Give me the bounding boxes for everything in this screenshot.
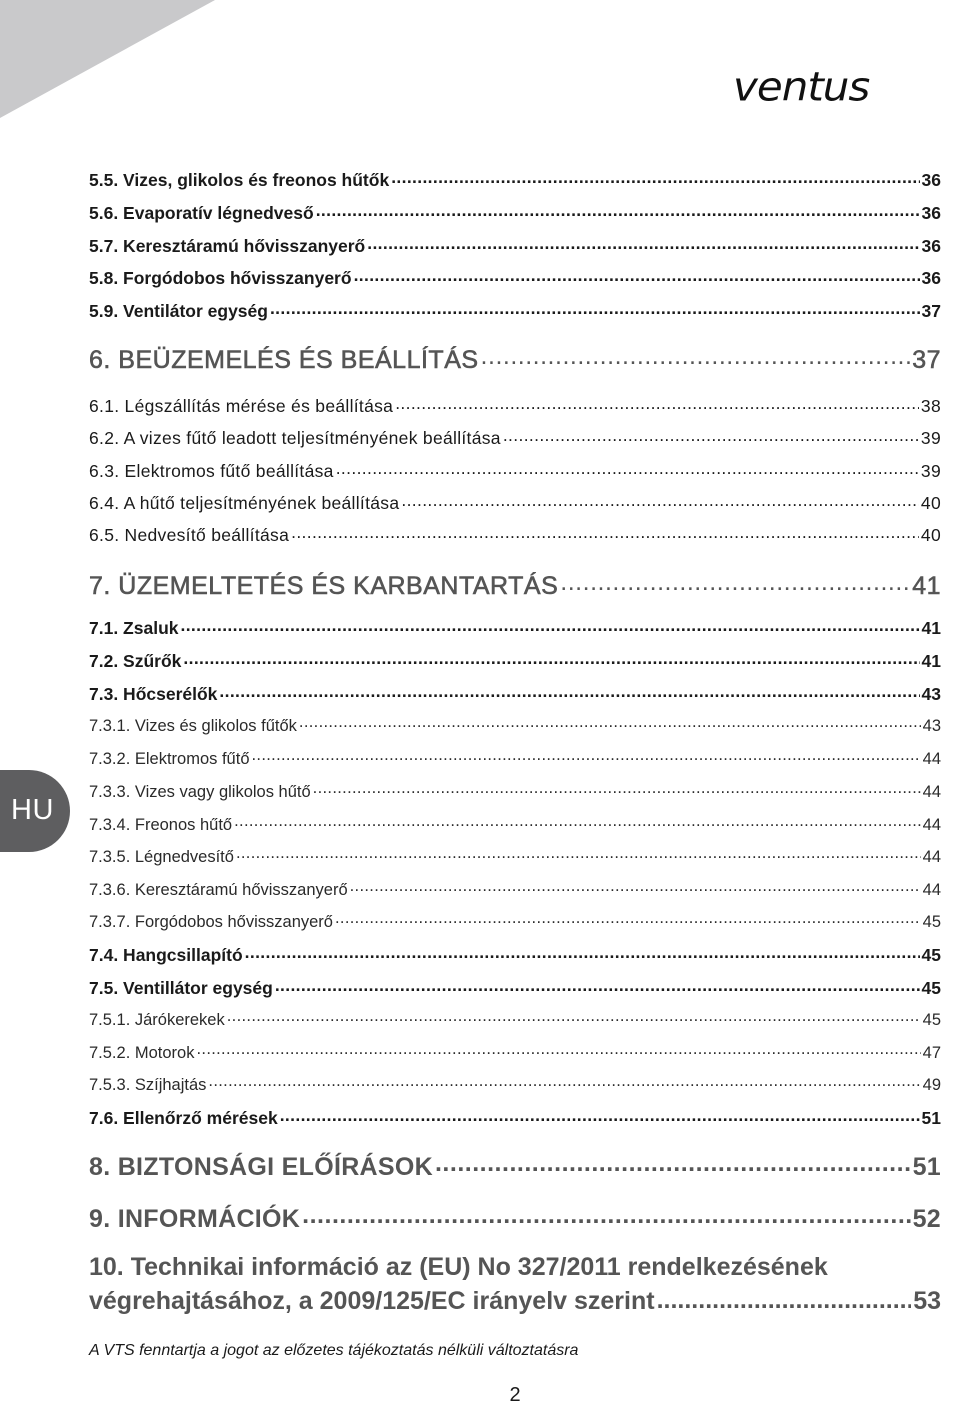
toc-entry-page: 36 <box>921 169 941 190</box>
toc-entry[interactable] <box>89 234 941 257</box>
toc-entry-page: 51 <box>921 1107 941 1128</box>
toc-entry-title: 9. INFORMÁCIÓK <box>89 1205 301 1233</box>
toc-dot-leader <box>196 1041 920 1058</box>
toc-dot-leader <box>401 491 919 509</box>
toc-entry[interactable] <box>89 616 941 639</box>
toc-dot-leader <box>350 878 921 895</box>
toc-entry-page: 45 <box>922 912 941 931</box>
toc-entry-page: 40 <box>920 492 941 513</box>
toc-entry[interactable] <box>89 910 941 932</box>
toc-dot-leader <box>275 976 920 994</box>
toc-entry-title: 7.5.1. Járókerekek <box>89 1010 225 1029</box>
toc-dot-leader <box>335 910 921 927</box>
toc-entry-title: 7.3.5. Légnedvesítő <box>89 847 234 866</box>
toc-dot-leader <box>503 426 919 444</box>
toc-entry-title: 6.2. A vizes fűtő leadott teljesítményének beállítása <box>89 427 501 448</box>
toc-entry-title: 6.1. Légszállítás mérése és beállítása <box>89 395 394 416</box>
toc-entry-page: 38 <box>920 395 941 416</box>
toc-entry[interactable] <box>89 1150 941 1182</box>
toc-entry-title: 6. BEÜZEMELÉS ÉS BEÁLLÍTÁS <box>89 346 479 374</box>
toc-entry-title: 7.1. Zsaluk <box>89 617 179 638</box>
toc-entry[interactable] <box>89 426 941 449</box>
toc-entry-page: 44 <box>922 815 941 834</box>
toc-entry-title: 8. BIZTONSÁGI ELŐÍRÁSOK <box>89 1153 433 1181</box>
toc-dot-leader <box>234 813 921 830</box>
toc-entry-page: 51 <box>912 1153 941 1181</box>
toc-entry[interactable] <box>89 201 941 224</box>
toc-entry-title: 7. ÜZEMELTETÉS ÉS KARBANTARTÁS <box>89 572 559 600</box>
toc-entry-page: 36 <box>921 267 941 288</box>
toc-entry[interactable] <box>89 649 941 672</box>
toc-entry-page: 44 <box>922 782 941 801</box>
toc-dot-leader <box>560 569 910 594</box>
toc-entry-10[interactable] <box>89 1250 941 1318</box>
toc-entry[interactable] <box>89 845 941 867</box>
toc-dot-leader <box>227 1008 921 1025</box>
toc-entry-title: 5.6. Evaporatív légnedveső <box>89 202 314 223</box>
language-tab-label: HU <box>11 794 54 826</box>
toc-entry-page: 45 <box>921 944 941 965</box>
toc-entry[interactable] <box>89 682 941 705</box>
toc-entry-page: 49 <box>922 1075 941 1094</box>
toc-dot-leader <box>302 1202 910 1227</box>
toc-entry-title: 6.4. A hűtő teljesítményének beállítása <box>89 492 400 513</box>
toc-dot-leader <box>270 299 920 317</box>
toc-dot-leader <box>435 1150 911 1175</box>
toc-entry-title: 7.6. Ellenőrző mérések <box>89 1107 278 1128</box>
toc-entry[interactable] <box>89 1073 941 1095</box>
toc-entry[interactable] <box>89 266 941 289</box>
toc-dot-leader <box>367 234 919 252</box>
toc-entry-page: 36 <box>921 235 941 256</box>
toc-entry-page: 41 <box>921 617 941 638</box>
toc-entry[interactable] <box>89 491 941 514</box>
toc-dot-leader <box>219 682 919 700</box>
toc-entry[interactable] <box>89 459 941 482</box>
toc-dot-leader <box>280 1106 920 1124</box>
toc-entry-title: 7.5. Ventillátor egység <box>89 977 273 998</box>
toc-dot-leader <box>181 616 920 634</box>
toc-dot-leader <box>354 266 920 284</box>
toc-entry-title: 6.3. Elektromos fűtő beállítása <box>89 460 334 481</box>
toc-entry-10-page: 53 <box>913 1287 941 1315</box>
toc-entry-page: 37 <box>912 346 941 374</box>
toc-entry-title: 7.3.1. Vizes és glikolos fűtők <box>89 716 297 735</box>
toc-dot-leader <box>208 1073 920 1090</box>
toc-entry[interactable] <box>89 343 941 375</box>
toc-entry[interactable] <box>89 523 941 546</box>
toc-entry-page: 36 <box>921 202 941 223</box>
toc-entry-title: 5.7. Keresztáramú hővisszanyerő <box>89 235 366 256</box>
toc-entry-10-line1: 10. Technikai információ az (EU) No 327/2011 rendelkezésének <box>89 1253 828 1281</box>
toc-entry-page: 41 <box>912 572 941 600</box>
toc-entry-title: 7.3. Hőcserélők <box>89 683 218 704</box>
toc-entry-title: 7.3.6. Keresztáramú hővisszanyerő <box>89 880 348 899</box>
toc-entry[interactable] <box>89 1041 941 1063</box>
toc-entry-title: 7.3.2. Elektromos fűtő <box>89 749 250 768</box>
toc-entry[interactable] <box>89 747 941 769</box>
toc-entry[interactable] <box>89 878 941 900</box>
toc-entry-page: 44 <box>922 880 941 899</box>
toc-entry-page: 45 <box>921 977 941 998</box>
toc-entry-title: 7.3.3. Vizes vagy glikolos hűtő <box>89 782 311 801</box>
page-number: 2 <box>509 1384 521 1406</box>
toc-entry-page: 47 <box>922 1043 941 1062</box>
toc-dot-leader <box>336 459 919 477</box>
toc-entry-title: 7.5.2. Motorok <box>89 1043 195 1062</box>
toc-entry-title: 7.3.4. Freonos hűtő <box>89 815 233 834</box>
toc-dot-leader <box>236 845 921 862</box>
toc-entry[interactable] <box>89 813 941 835</box>
toc-entry-page: 52 <box>912 1205 941 1233</box>
footer-note: A VTS fenntartja a jogot az előzetes tájékoztatás nélküli változtatásra <box>89 1342 579 1359</box>
toc-entry-10-line2: végrehajtásához, a 2009/125/EC irányelv szerint <box>89 1287 655 1315</box>
toc-entry-title: 7.5.3. Szíjhajtás <box>89 1075 207 1094</box>
toc-entry-page: 43 <box>921 683 941 704</box>
toc-dot-leader <box>183 649 919 667</box>
toc-entry[interactable] <box>89 780 941 802</box>
toc-entry-page: 45 <box>922 1010 941 1029</box>
toc-entry-title: 7.3.7. Forgódobos hővisszanyerő <box>89 912 333 931</box>
toc-entry-title: 7.4. Hangcsillapító <box>89 944 243 965</box>
toc-entry[interactable] <box>89 1106 941 1129</box>
toc-dot-leader <box>252 747 921 764</box>
toc-entry[interactable] <box>89 714 941 736</box>
toc-entry[interactable] <box>89 168 941 191</box>
toc-entry-page: 39 <box>920 460 941 481</box>
toc-entry[interactable] <box>89 976 941 999</box>
toc-entry-page: 37 <box>921 300 941 321</box>
toc-entry-page: 44 <box>922 847 941 866</box>
toc-dot-leader <box>481 343 911 368</box>
toc-entry[interactable] <box>89 569 941 601</box>
toc-entry-page: 39 <box>920 427 941 448</box>
toc-dot-leader <box>657 1284 912 1309</box>
toc-entry-title: 6.5. Nedvesítő beállítása <box>89 524 290 545</box>
toc-dot-leader <box>391 168 919 186</box>
toc-dot-leader <box>291 523 919 541</box>
toc-entry[interactable] <box>89 299 941 322</box>
toc-dot-leader <box>299 714 921 731</box>
toc-entry-title: 5.9. Ventilátor egység <box>89 300 268 321</box>
toc-dot-leader <box>245 943 920 961</box>
corner-decoration <box>0 0 215 118</box>
toc-entry[interactable] <box>89 394 941 417</box>
toc-entry-page: 43 <box>922 716 941 735</box>
toc-entry[interactable] <box>89 1008 941 1030</box>
toc-entry-title: 5.5. Vizes, glikolos és freonos hűtők <box>89 169 390 190</box>
language-tab <box>0 770 70 852</box>
toc-dot-leader <box>395 394 919 412</box>
toc-entry-page: 40 <box>920 524 941 545</box>
toc-entry-title: 7.2. Szűrők <box>89 650 182 671</box>
toc-entry-title: 5.8. Forgódobos hővisszanyerő <box>89 267 352 288</box>
toc-dot-leader <box>313 780 921 797</box>
toc-entry-page: 41 <box>921 650 941 671</box>
toc-entry[interactable] <box>89 1202 941 1234</box>
toc-dot-leader <box>316 201 920 219</box>
ventus-logo: ventus <box>733 63 870 110</box>
toc-entry-page: 44 <box>922 749 941 768</box>
toc-entry[interactable] <box>89 943 941 966</box>
